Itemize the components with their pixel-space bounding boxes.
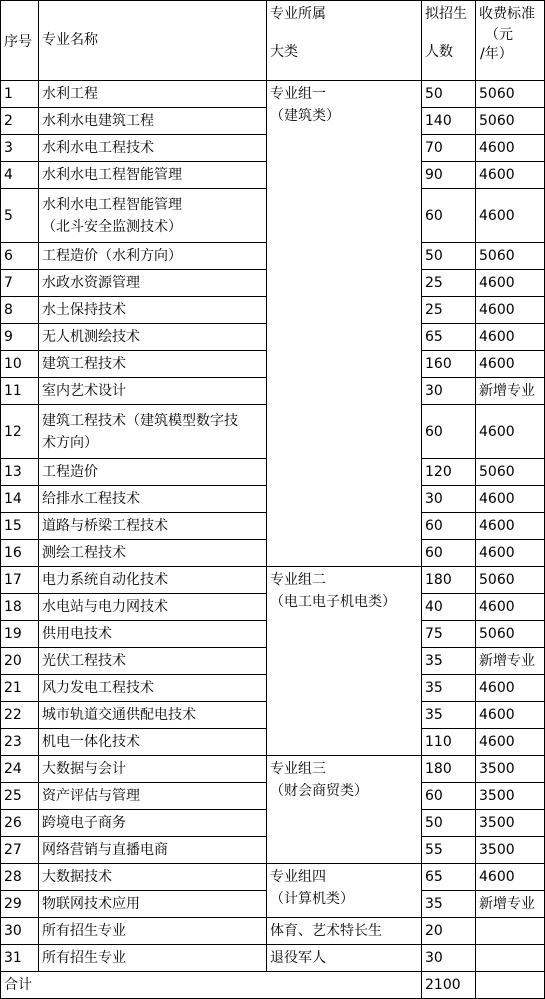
header-plan-line2: 人数 [425, 44, 453, 60]
plan-cell: 60 [422, 189, 476, 243]
major-cell: 物联网技术应用 [39, 891, 267, 918]
seq-cell: 25 [1, 783, 39, 810]
plan-cell: 30 [422, 378, 476, 405]
major-line2: （北斗安全监测技术） [42, 218, 182, 235]
major-cell: 水利水电工程智能管理 [39, 162, 267, 189]
seq-cell: 29 [1, 891, 39, 918]
fee-cell: 4600 [476, 540, 545, 567]
seq-cell: 17 [1, 567, 39, 594]
seq-cell: 13 [1, 459, 39, 486]
seq-cell: 7 [1, 270, 39, 297]
header-plan-line1: 拟招生 [425, 6, 467, 22]
major-cell: 所有招生专业 [39, 945, 267, 972]
fee-cell: 4600 [476, 270, 545, 297]
group-cell: 体育、艺术特长生 [267, 918, 422, 945]
table-row [1, 567, 545, 594]
table-row [1, 945, 545, 972]
major-cell: 水利水电建筑工程 [39, 108, 267, 135]
fee-cell: 3500 [476, 783, 545, 810]
major-line1: 建筑工程技术（建筑模型数字技 [42, 412, 238, 429]
group-cell [267, 81, 422, 567]
plan-cell: 25 [422, 270, 476, 297]
fee-cell: 5060 [476, 108, 545, 135]
fee-cell: 4600 [476, 405, 545, 459]
major-cell: 建筑工程技术 [39, 351, 267, 378]
major-cell: 所有招生专业 [39, 918, 267, 945]
fee-cell: 4600 [476, 513, 545, 540]
major-cell: 室内艺术设计 [39, 378, 267, 405]
header-seq: 序号 [1, 1, 39, 81]
group-cell [267, 567, 422, 756]
table-row [1, 81, 545, 108]
seq-cell: 22 [1, 702, 39, 729]
plan-cell: 75 [422, 621, 476, 648]
seq-cell: 16 [1, 540, 39, 567]
major-cell: 水电站与电力网技术 [39, 594, 267, 621]
fee-cell: 4600 [476, 486, 545, 513]
seq-cell: 12 [1, 405, 39, 459]
fee-cell: 5060 [476, 567, 545, 594]
major-line2: 术方向） [42, 434, 98, 451]
fee-cell: 4600 [476, 297, 545, 324]
fee-cell: 4600 [476, 594, 545, 621]
fee-cell: 4600 [476, 675, 545, 702]
major-cell: 测绘工程技术 [39, 540, 267, 567]
group-cell [267, 864, 422, 918]
plan-cell: 50 [422, 810, 476, 837]
seq-cell: 5 [1, 189, 39, 243]
plan-cell: 50 [422, 81, 476, 108]
group-category: （建筑类） [270, 108, 340, 124]
fee-cell: 4600 [476, 351, 545, 378]
seq-cell: 6 [1, 243, 39, 270]
plan-cell: 120 [422, 459, 476, 486]
plan-cell: 35 [422, 675, 476, 702]
header-major: 专业名称 [39, 1, 267, 81]
seq-cell: 15 [1, 513, 39, 540]
fee-cell: 4600 [476, 864, 545, 891]
table-row [1, 864, 545, 891]
plan-cell: 35 [422, 891, 476, 918]
seq-cell: 24 [1, 756, 39, 783]
plan-cell: 40 [422, 594, 476, 621]
plan-cell: 65 [422, 864, 476, 891]
group-name: 专业组一 [270, 86, 326, 102]
seq-cell: 4 [1, 162, 39, 189]
header-fee-line1: 收费标准 [479, 6, 535, 22]
major-cell: 网络营销与直播电商 [39, 837, 267, 864]
fee-cell [476, 918, 545, 945]
plan-cell: 60 [422, 405, 476, 459]
fee-cell: 新增专业 [476, 891, 545, 918]
group-cell [267, 756, 422, 864]
plan-cell: 60 [422, 513, 476, 540]
seq-cell: 28 [1, 864, 39, 891]
seq-cell: 30 [1, 918, 39, 945]
seq-cell: 19 [1, 621, 39, 648]
header-row [1, 1, 545, 81]
major-cell: 水土保持技术 [39, 297, 267, 324]
plan-cell: 30 [422, 945, 476, 972]
plan-cell: 50 [422, 243, 476, 270]
fee-cell: 4600 [476, 702, 545, 729]
seq-cell: 2 [1, 108, 39, 135]
total-plan: 2100 [422, 972, 476, 999]
major-cell: 供用电技术 [39, 621, 267, 648]
major-cell: 大数据与会计 [39, 756, 267, 783]
group-category: （计算机类） [270, 891, 354, 907]
major-cell: 机电一体化技术 [39, 729, 267, 756]
major-cell: 大数据技术 [39, 864, 267, 891]
major-cell: 资产评估与管理 [39, 783, 267, 810]
plan-cell: 60 [422, 783, 476, 810]
fee-cell [476, 945, 545, 972]
plan-cell: 35 [422, 648, 476, 675]
seq-cell: 1 [1, 81, 39, 108]
group-name: 专业组四 [270, 869, 326, 885]
major-cell: 水政水资源管理 [39, 270, 267, 297]
fee-cell: 新增专业 [476, 378, 545, 405]
fee-cell: 3500 [476, 837, 545, 864]
fee-cell: 5060 [476, 459, 545, 486]
plan-cell: 35 [422, 702, 476, 729]
fee-cell: 5060 [476, 243, 545, 270]
major-cell: 工程造价（水利方向） [39, 243, 267, 270]
plan-cell: 55 [422, 837, 476, 864]
total-fee [476, 972, 545, 999]
fee-cell: 4600 [476, 135, 545, 162]
seq-cell: 8 [1, 297, 39, 324]
table-row [1, 756, 545, 783]
major-cell [39, 189, 267, 243]
major-cell: 水利水电工程技术 [39, 135, 267, 162]
plan-cell: 180 [422, 756, 476, 783]
seq-cell: 3 [1, 135, 39, 162]
plan-cell: 25 [422, 297, 476, 324]
fee-cell: 4600 [476, 729, 545, 756]
fee-cell: 5060 [476, 81, 545, 108]
major-line1: 水利水电工程智能管理 [42, 196, 182, 213]
major-cell: 跨境电子商务 [39, 810, 267, 837]
major-cell: 道路与桥梁工程技术 [39, 513, 267, 540]
group-name: 专业组二 [270, 572, 326, 588]
major-cell: 无人机测绘技术 [39, 324, 267, 351]
header-fee-line3: /年） [480, 46, 513, 62]
table-row [1, 918, 545, 945]
major-cell: 城市轨道交通供配电技术 [39, 702, 267, 729]
seq-cell: 26 [1, 810, 39, 837]
major-cell: 水利工程 [39, 81, 267, 108]
plan-cell: 180 [422, 567, 476, 594]
plan-cell: 70 [422, 135, 476, 162]
header-category-line1: 专业所属 [270, 6, 326, 22]
seq-cell: 31 [1, 945, 39, 972]
header-fee-line2: （元 [485, 27, 513, 43]
header-fee [476, 1, 545, 81]
plan-cell: 65 [422, 324, 476, 351]
fee-cell: 3500 [476, 756, 545, 783]
fee-cell: 3500 [476, 810, 545, 837]
major-cell: 风力发电工程技术 [39, 675, 267, 702]
major-cell: 光伏工程技术 [39, 648, 267, 675]
group-category: （电工电子机电类） [270, 594, 396, 610]
plan-cell: 60 [422, 540, 476, 567]
seq-cell: 18 [1, 594, 39, 621]
major-cell: 电力系统自动化技术 [39, 567, 267, 594]
major-cell [39, 405, 267, 459]
seq-cell: 11 [1, 378, 39, 405]
group-name: 专业组三 [270, 761, 326, 777]
group-cell: 退役军人 [267, 945, 422, 972]
seq-cell: 23 [1, 729, 39, 756]
seq-cell: 20 [1, 648, 39, 675]
seq-cell: 10 [1, 351, 39, 378]
seq-cell: 9 [1, 324, 39, 351]
header-plan [422, 1, 476, 81]
fee-cell: 4600 [476, 324, 545, 351]
plan-cell: 90 [422, 162, 476, 189]
seq-cell: 21 [1, 675, 39, 702]
plan-cell: 140 [422, 108, 476, 135]
major-cell: 给排水工程技术 [39, 486, 267, 513]
group-category: （财会商贸类） [270, 783, 368, 799]
fee-cell: 4600 [476, 189, 545, 243]
header-category-line2: 大类 [270, 44, 298, 60]
plan-cell: 30 [422, 486, 476, 513]
fee-cell: 5060 [476, 621, 545, 648]
seq-cell: 14 [1, 486, 39, 513]
seq-cell: 27 [1, 837, 39, 864]
major-cell: 工程造价 [39, 459, 267, 486]
fee-cell: 新增专业 [476, 648, 545, 675]
total-row [1, 972, 545, 999]
total-label: 合计 [1, 972, 422, 999]
plan-cell: 110 [422, 729, 476, 756]
plan-cell: 20 [422, 918, 476, 945]
header-category [267, 1, 422, 81]
fee-cell: 4600 [476, 162, 545, 189]
plan-cell: 160 [422, 351, 476, 378]
